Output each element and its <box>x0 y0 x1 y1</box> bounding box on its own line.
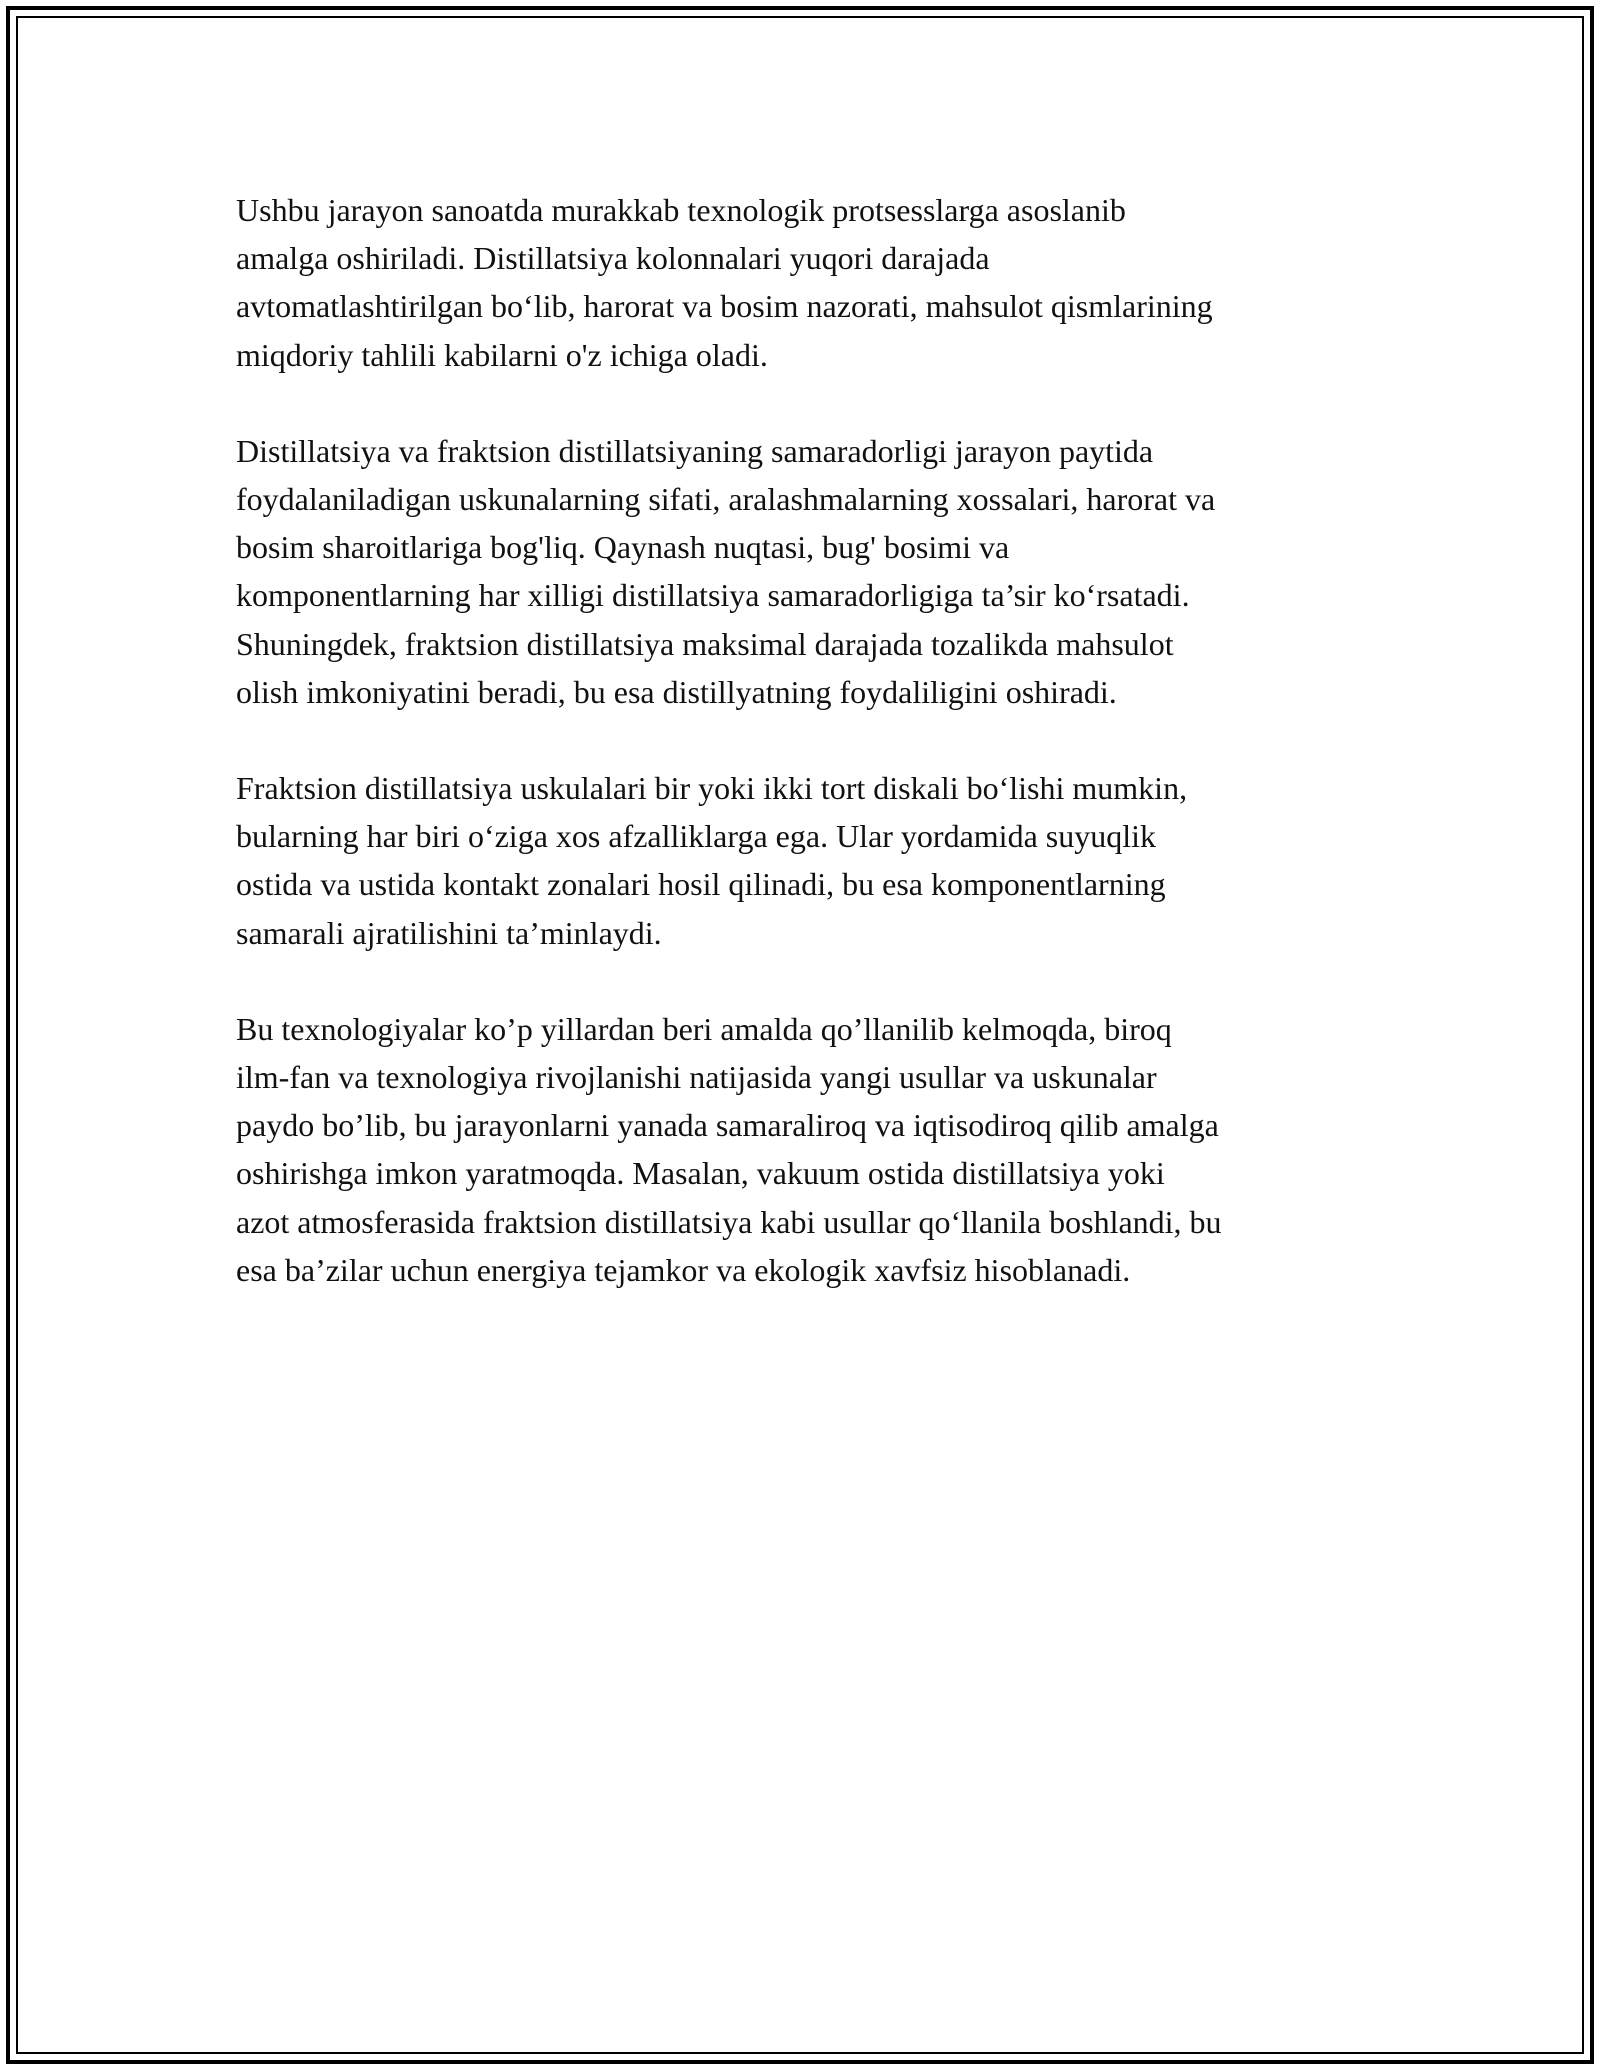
text-line: amalga oshiriladi. Distillatsiya kolonnalari yuqori darajada <box>236 240 990 277</box>
text-line: Fraktsion distillatsiya uskulalari bir yoki ikki tort diskali bo‘lishi mumkin, <box>236 770 1188 807</box>
text-line: Shuningdek, fraktsion distillatsiya maksimal darajada tozalikda mahsulot <box>236 625 1174 662</box>
text-line: olish imkoniyatini beradi, bu esa distillyatning foydaliligini oshiradi. <box>236 673 1117 710</box>
text-line: paydo bo’lib, bu jarayonlarni yanada samaraliroq va iqtisodiroq qilib amalga <box>236 1107 1219 1144</box>
paragraph-3 <box>236 764 1376 957</box>
paragraph-1 <box>236 186 1376 379</box>
text-line: miqdoriy tahlili kabilarni o'z ichiga oladi. <box>236 336 768 373</box>
text-line: ilm-fan va texnologiya rivojlanishi natijasida yangi usullar va uskunalar <box>236 1059 1157 1096</box>
text-line: Bu texnologiyalar ko’p yillardan beri amalda qo’llanilib kelmoqda, biroq <box>236 1010 1172 1047</box>
text-line: avtomatlashtirilgan bo‘lib, harorat va bosim nazorati, mahsulot qismlarining <box>236 288 1213 325</box>
text-line: Ushbu jarayon sanoatda murakkab texnologik protsesslarga asoslanib <box>236 192 1126 228</box>
paragraph-2 <box>236 427 1376 716</box>
paragraph-4 <box>236 1005 1376 1294</box>
document-body <box>236 186 1376 1342</box>
text-line: esa ba’zilar uchun energiya tejamkor va ekologik xavfsiz hisoblanadi. <box>236 1251 1131 1288</box>
text-line: Distillatsiya va fraktsion distillatsiyaning samaradorligi jarayon paytida <box>236 432 1154 469</box>
text-line: bularning har biri o‘ziga xos afzalliklarga ega. Ular yordamida suyuqlik <box>236 818 1156 855</box>
text-line: komponentlarning har xilligi distillatsiya samaradorligiga ta’sir ko‘rsatadi. <box>236 577 1190 614</box>
text-line: ostida va ustida kontakt zonalari hosil qilinadi, bu esa komponentlarning <box>236 866 1166 903</box>
text-line: samarali ajratilishini ta’minlaydi. <box>236 914 662 951</box>
text-line: foydalaniladigan uskunalarning sifati, aralashmalarning xossalari, harorat va <box>236 481 1216 518</box>
text-line: bosim sharoitlariga bog'liq. Qaynash nuqtasi, bug' bosimi va <box>236 529 1010 566</box>
text-line: oshirishga imkon yaratmoqda. Masalan, vakuum ostida distillatsiya yoki <box>236 1155 1165 1192</box>
text-line: azot atmosferasida fraktsion distillatsiya kabi usullar qo‘llanila boshlandi, bu <box>236 1203 1222 1240</box>
